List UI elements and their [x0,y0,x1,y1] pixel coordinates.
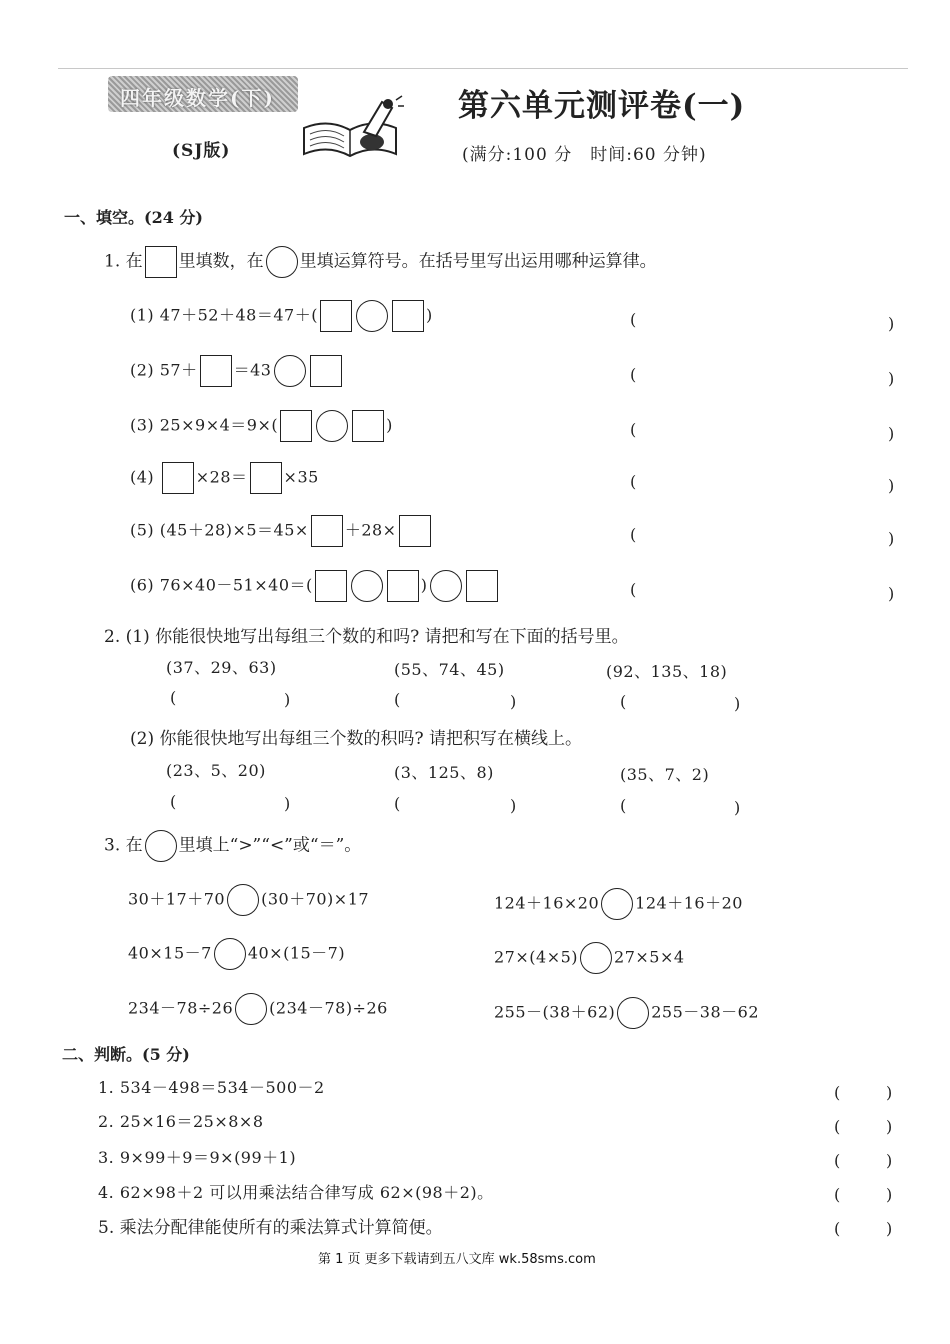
judge-item-4: 4. 62×98＋2 可以用乘法结合律写成 62×(98＋2)。 [98,1183,494,1202]
answer-box[interactable] [162,462,194,494]
answer-box[interactable] [352,410,384,442]
q1-answer-close-4: ) [888,476,895,495]
answer-circle[interactable] [430,570,462,602]
q1-item-1-expr: (1) 47＋52＋48＝47＋( [130,305,318,325]
answer-circle[interactable] [266,246,298,278]
q1-item-6-expr: (6) 76×40－51×40＝( [130,575,313,595]
q1-answer-open-3[interactable]: ( [630,420,637,439]
answer-box[interactable] [399,515,431,547]
q2-sum-answer-open-3[interactable]: ( [620,692,627,711]
q3-right-expr: 255－38－62 [651,1002,760,1022]
answer-box[interactable] [250,462,282,494]
q3-left-expr: 30＋17＋70 [128,889,226,909]
q2-product-answer-close-3: ) [734,798,741,817]
q1-answer-open-1[interactable]: ( [630,310,637,329]
q1-answer-close-2: ) [888,369,895,388]
q1-answer-open-5[interactable]: ( [630,525,637,544]
compare-circle[interactable] [235,993,267,1025]
compare-circle[interactable] [214,938,246,970]
q3-compare-2 [494,888,743,920]
q2-product-group-2: (3、125、8) [394,763,494,782]
judge-item-3: 3. 9×99＋9＝9×(99＋1) [98,1148,297,1167]
q1-intro-a: 1. 在 [104,251,143,272]
judge-answer-open-2[interactable]: ( [834,1117,841,1136]
answer-circle[interactable] [274,355,306,387]
q3-instruction [104,830,361,862]
q1-item-6 [130,570,500,602]
q3-intro-a: 3. 在 [104,835,143,856]
page-title: 第六单元测评卷(一) [458,88,746,124]
q3-right-expr: (234－78)÷26 [269,998,388,1018]
q1-answer-close-1: ) [888,314,895,333]
q2-part1-instruction: 2. (1) 你能很快地写出每组三个数的和吗? 请把和写在下面的括号里。 [104,627,629,647]
q3-compare-1 [128,884,369,916]
q1-item-4 [130,462,319,494]
q1-item-2-mid: ＝43 [233,360,272,380]
q2-part2-instruction: (2) 你能很快地写出每组三个数的积吗? 请把积写在横线上。 [130,729,583,749]
compare-circle[interactable] [601,888,633,920]
answer-circle[interactable] [351,570,383,602]
q1-intro-b: 里填数，在 [178,251,264,272]
judge-answer-open-3[interactable]: ( [834,1151,841,1170]
answer-box[interactable] [280,410,312,442]
q1-answer-open-4[interactable]: ( [630,472,637,491]
q2-sum-answer-open-2[interactable]: ( [394,690,401,709]
section1-heading: 一、填空。(24 分) [64,208,203,227]
q1-answer-close-3: ) [888,424,895,443]
q1-item-6-close: ) [420,575,428,595]
q1-item-2-expr: (2) 57＋ [130,360,198,380]
q3-left-expr: 255－(38＋62) [494,1002,616,1022]
q1-answer-close-5: ) [888,529,895,548]
q3-compare-5 [128,993,388,1025]
q2-sum-answer-open-1[interactable]: ( [170,688,177,707]
q2-product-answer-open-2[interactable]: ( [394,794,401,813]
judge-item-5: 5. 乘法分配律能使所有的乘法算式计算简便。 [98,1218,443,1238]
q2-product-answer-close-2: ) [510,796,517,815]
q3-left-expr: 124＋16×20 [494,893,600,913]
answer-box[interactable] [466,570,498,602]
q3-right-expr: 124＋16＋20 [635,893,743,913]
q3-intro-b: 里填上“>”“<”或“＝”。 [178,835,362,856]
q3-left-expr: 27×(4×5) [494,947,579,967]
answer-circle[interactable] [356,300,388,332]
answer-circle[interactable] [316,410,348,442]
q1-item-3-close: ) [386,415,393,435]
q2-sum-group-3: (92、135、18) [606,662,728,681]
q1-answer-close-6: ) [888,584,895,603]
q1-item-4-mid: ×28＝ [195,467,248,487]
answer-circle[interactable] [145,830,177,862]
top-rule [58,68,908,69]
book-illustration-icon [298,92,408,164]
q1-answer-open-6[interactable]: ( [630,580,637,599]
q1-item-2 [130,355,344,387]
judge-item-1: 1. 534－498＝534－500－2 [98,1078,325,1097]
q3-compare-4 [494,942,685,974]
q3-right-expr: 27×5×4 [614,947,685,967]
answer-box[interactable] [315,570,347,602]
judge-answer-close-3: ) [886,1151,893,1170]
judge-answer-open-5[interactable]: ( [834,1219,841,1238]
q2-sum-answer-close-1: ) [284,690,291,709]
edition-label: (SJ版) [172,141,231,161]
q2-sum-group-2: (55、74、45) [394,660,505,679]
judge-answer-close-1: ) [886,1083,893,1102]
section2-heading: 二、判断。(5 分) [62,1045,190,1064]
q1-item-5-expr: (5) (45＋28)×5＝45× [130,520,309,540]
q1-item-4-label: (4) [130,467,155,487]
judge-answer-close-5: ) [886,1219,893,1238]
q1-item-1-close: ) [425,305,433,325]
answer-box[interactable] [387,570,419,602]
q1-intro-c: 里填运算符号。在括号里写出运用哪种运算律。 [299,251,657,272]
q1-item-1 [130,300,433,332]
q2-sum-group-1: (37、29、63) [166,658,277,677]
q3-right-expr: 40×(15－7) [247,943,346,963]
judge-answer-open-4[interactable]: ( [834,1185,841,1204]
compare-circle[interactable] [580,942,612,974]
answer-box[interactable] [311,515,343,547]
q1-item-4-post: ×35 [283,467,319,487]
answer-box[interactable] [145,246,177,278]
q2-product-answer-close-1: ) [284,794,291,813]
q2-product-answer-open-1[interactable]: ( [170,792,177,811]
q2-product-group-1: (23、5、20) [166,761,266,780]
answer-box[interactable] [310,355,342,387]
judge-answer-open-1[interactable]: ( [834,1083,841,1102]
q1-item-3-expr: (3) 25×9×4＝9×( [130,415,279,435]
answer-box[interactable] [200,355,232,387]
judge-answer-close-4: ) [886,1185,893,1204]
q1-item-3 [130,410,393,442]
q3-left-expr: 234－78÷26 [128,998,234,1018]
q1-item-5-mid: ＋28× [344,520,397,540]
judge-answer-close-2: ) [886,1117,893,1136]
compare-circle[interactable] [617,997,649,1029]
q2-sum-answer-close-2: ) [510,692,517,711]
grade-badge [108,76,298,112]
q1-instruction [104,246,657,278]
q3-left-expr: 40×15－7 [128,943,212,963]
answer-box[interactable] [320,300,352,332]
page-footer: 第 1 页 更多下载请到五八文库 wk.58sms.com [318,1252,596,1267]
q3-compare-6 [494,997,759,1029]
judge-item-2: 2. 25×16＝25×8×8 [98,1112,264,1131]
grade-badge-text: 四年级数学(下) [120,86,275,110]
score-time-subtitle: (满分:100 分 时间:60 分钟) [462,145,707,165]
compare-circle[interactable] [227,884,259,916]
q3-compare-3 [128,938,345,970]
q2-product-group-3: (35、7、2) [620,765,710,784]
answer-box[interactable] [392,300,424,332]
q2-sum-answer-close-3: ) [734,694,741,713]
q3-right-expr: (30＋70)×17 [261,889,370,909]
q2-product-answer-open-3[interactable]: ( [620,796,627,815]
q1-answer-open-2[interactable]: ( [630,365,637,384]
q1-item-5 [130,515,433,547]
